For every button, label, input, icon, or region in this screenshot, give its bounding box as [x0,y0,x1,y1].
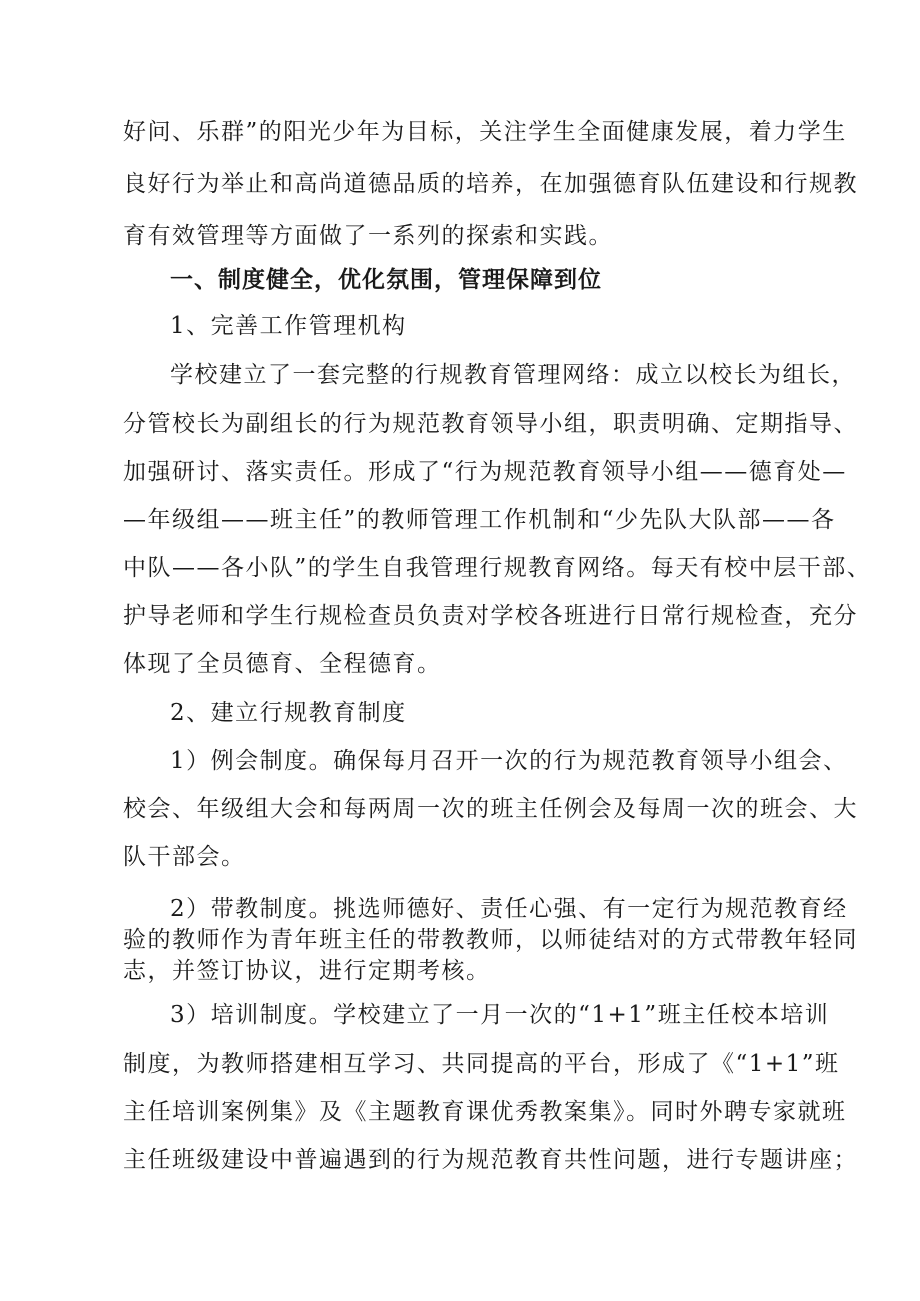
paragraph-line: 分管校长为副组长的行为规范教育领导小组，职责明确、定期指导、 [123,411,858,437]
paragraph-line: 1）例会制度。确保每月召开一次的行为规范教育领导小组会、 [170,748,848,774]
paragraph-line: 学校建立了一套完整的行规教育管理网络：成立以校长为组长， [170,362,856,388]
paragraph-line: 队干部会。 [123,844,246,870]
paragraph-line: 主任班级建设中普遍遇到的行为规范教育共性问题，进行专题讲座； [123,1147,858,1173]
paragraph-line: 验的教师作为青年班主任的带教教师，以师徒结对的方式带教年轻同 [123,927,858,953]
paragraph-line: 2）带教制度。挑选师德好、责任心强、有一定行为规范教育经 [170,896,848,922]
paragraph-line: 体现了全员德育、全程德育。 [123,651,442,677]
paragraph-line: 中队——各小队”的学生自我管理行规教育网络。每天有校中层干部、 [123,555,872,581]
paragraph-line: 志，并签订协议，进行定期考核。 [123,958,491,984]
paragraph-line: 良好行为举止和高尚道德品质的培养，在加强德育队伍建设和行规教 [123,171,858,197]
paragraph-line: 加强研讨、落实责任。形成了“行为规范教育领导小组——德育处— [123,459,847,485]
section-heading: 一、制度健全，优化氛围，管理保障到位 [170,267,602,293]
paragraph-line: 校会、年级组大会和每两周一次的班主任例会及每周一次的班会、大 [123,796,858,822]
subsection-heading: 2、建立行规教育制度 [170,700,407,726]
paragraph-line: 3）培训制度。学校建立了一月一次的“1+1”班主任校本培训 [170,1002,830,1028]
subsection-heading: 1、完善工作管理机构 [170,313,407,339]
paragraph-line: 育有效管理等方面做了一系列的探索和实践。 [123,223,613,249]
paragraph-line: 主任培训案例集》及《主题教育课优秀教案集》。同时外聘专家就班 [123,1099,847,1125]
paragraph-line: 制度，为教师搭建相互学习、共同提高的平台，形成了《“1+1”班 [123,1051,840,1077]
paragraph-line: 护导老师和学生行规检查员负责对学校各班进行日常行规检查，充分 [123,603,858,629]
paragraph-line: 好问、乐群”的阳光少年为目标，关注学生全面健康发展，着力学生 [123,119,847,145]
paragraph-line: —年级组——班主任”的教师管理工作机制和“少先队大队部——各 [123,507,836,533]
